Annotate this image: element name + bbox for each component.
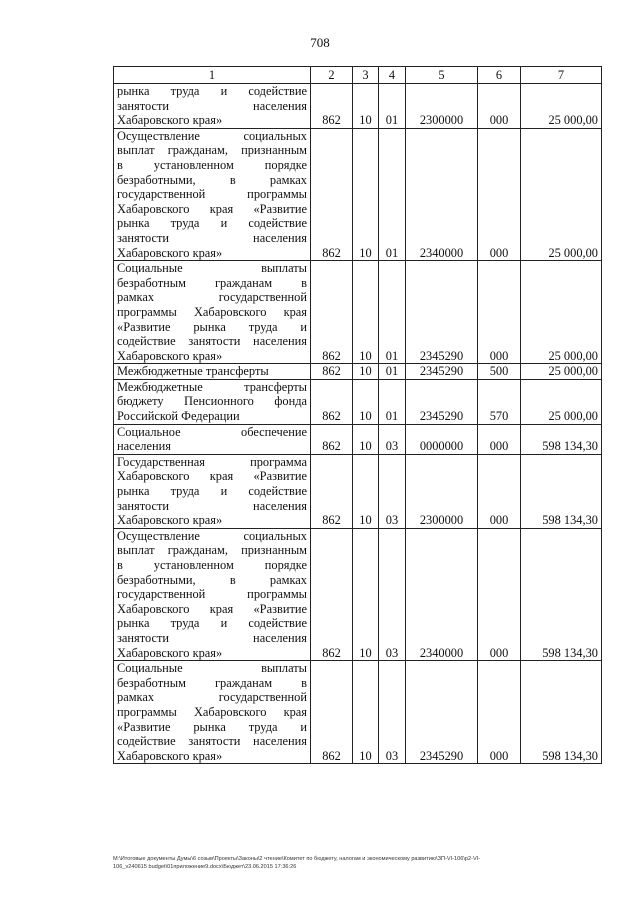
row-description	[114, 379, 311, 424]
ministry-code: 862	[311, 454, 353, 528]
table-row	[114, 128, 602, 260]
row-description	[114, 661, 311, 764]
column-header: 4	[379, 67, 406, 84]
description-line: выплат гражданам, признанным	[117, 143, 307, 158]
amount-value: 25 000,00	[521, 261, 602, 364]
section-code: 10	[353, 128, 379, 260]
description-line: населения	[117, 439, 171, 454]
expense-type-code: 000	[478, 454, 521, 528]
amount-value: 25 000,00	[521, 84, 602, 129]
description-line: бюджету Пенсионного фонда	[117, 394, 307, 409]
expense-type-code: 000	[478, 128, 521, 260]
table-row	[114, 84, 602, 129]
description-line: в установленном порядке	[117, 558, 307, 572]
amount-value: 598 134,30	[521, 454, 602, 528]
row-description	[114, 528, 311, 660]
row-description	[114, 364, 311, 380]
description-line: занятости населения	[117, 498, 307, 513]
ministry-code: 862	[311, 84, 353, 129]
description-line: Социальное обеспечение	[117, 424, 307, 439]
subsection-code: 01	[379, 84, 406, 129]
budget-table	[113, 66, 602, 764]
row-description	[114, 84, 311, 129]
document-path-footer	[113, 856, 603, 871]
amount-value: 598 134,30	[521, 661, 602, 764]
ministry-code: 862	[311, 528, 353, 660]
target-article-code: 0000000	[406, 424, 478, 454]
expense-type-code: 570	[478, 379, 521, 424]
section-code: 10	[353, 364, 379, 380]
description-line: содействие занятости населения	[117, 334, 307, 349]
description-line: Хабаровского края»	[117, 113, 223, 128]
description-line: безработным гражданам в	[117, 275, 307, 290]
description-line: занятости населения	[117, 630, 307, 645]
ministry-code: 862	[311, 128, 353, 260]
section-code: 10	[353, 454, 379, 528]
amount-value: 25 000,00	[521, 379, 602, 424]
subsection-code: 03	[379, 661, 406, 764]
target-article-code: 2345290	[406, 379, 478, 424]
table-row	[114, 661, 602, 764]
description-line: государственной программы	[117, 587, 307, 602]
target-article-code: 2300000	[406, 84, 478, 129]
description-line: содействие занятости населения	[117, 734, 307, 749]
description-line: Хабаровского края»	[117, 645, 223, 660]
description-line: «Развитие рынка труда и	[117, 319, 307, 334]
description-line: рынка труда и содействие	[117, 484, 307, 499]
description-line: Государственная программа	[117, 454, 307, 469]
row-description	[114, 261, 311, 364]
ministry-code: 862	[311, 661, 353, 764]
table-row	[114, 528, 602, 660]
column-header: 1	[114, 67, 311, 84]
column-header: 3	[353, 67, 379, 84]
footer-path-line: 106_v240615 budget\01приложение9.docx\Бюджет\23.06.2015 17:36:26	[113, 863, 297, 870]
description-line: Хабаровского края»	[117, 513, 223, 528]
description-line: рамках государственной	[117, 690, 307, 705]
subsection-code: 01	[379, 379, 406, 424]
description-line: Хабаровского края»	[117, 245, 223, 260]
section-code: 10	[353, 84, 379, 129]
subsection-code: 01	[379, 364, 406, 380]
description-line: Хабаровского края «Развитие	[117, 469, 307, 484]
description-line: рынка труда и содействие	[117, 616, 307, 631]
row-description	[114, 424, 311, 454]
ministry-code: 862	[311, 379, 353, 424]
expense-type-code: 500	[478, 364, 521, 380]
description-line: Социальные выплаты	[117, 261, 307, 276]
description-line: занятости населения	[117, 98, 307, 113]
target-article-code: 2345290	[406, 661, 478, 764]
subsection-code: 01	[379, 261, 406, 364]
target-article-code: 2340000	[406, 128, 478, 260]
amount-value: 598 134,30	[521, 424, 602, 454]
description-line: Осуществление социальных	[117, 528, 307, 543]
target-article-code: 2345290	[406, 261, 478, 364]
description-line: рынка труда и содействие	[117, 84, 307, 98]
description-line: Российской Федерации	[117, 409, 240, 424]
description-line: Хабаровского края «Развитие	[117, 201, 307, 216]
section-code: 10	[353, 261, 379, 364]
description-line: Осуществление социальных	[117, 128, 307, 143]
subsection-code: 03	[379, 454, 406, 528]
ministry-code: 862	[311, 364, 353, 380]
column-header: 5	[406, 67, 478, 84]
table-header-row	[114, 67, 602, 84]
description-line: занятости населения	[117, 230, 307, 245]
section-code: 10	[353, 424, 379, 454]
expense-type-code: 000	[478, 528, 521, 660]
row-description	[114, 454, 311, 528]
expense-type-code: 000	[478, 424, 521, 454]
expense-type-code: 000	[478, 261, 521, 364]
subsection-code: 01	[379, 128, 406, 260]
column-header: 6	[478, 67, 521, 84]
target-article-code: 2340000	[406, 528, 478, 660]
description-line: Хабаровского края»	[117, 348, 223, 363]
description-line: безработными, в рамках	[117, 172, 307, 187]
description-line: государственной программы	[117, 187, 307, 202]
description-line: программы Хабаровского края	[117, 304, 307, 319]
target-article-code: 2300000	[406, 454, 478, 528]
column-header: 2	[311, 67, 353, 84]
description-line: безработным гражданам в	[117, 675, 307, 690]
description-line: в установленном порядке	[117, 157, 307, 172]
ministry-code: 862	[311, 261, 353, 364]
subsection-code: 03	[379, 424, 406, 454]
row-description	[114, 128, 311, 260]
description-line: Социальные выплаты	[117, 661, 307, 676]
subsection-code: 03	[379, 528, 406, 660]
description-line: рамках государственной	[117, 290, 307, 305]
target-article-code: 2345290	[406, 364, 478, 380]
expense-type-code: 000	[478, 84, 521, 129]
description-line: безработными, в рамках	[117, 572, 307, 587]
table-row	[114, 261, 602, 364]
description-line: Межбюджетные трансферты	[117, 379, 307, 394]
page-number: 708	[310, 35, 330, 50]
section-code: 10	[353, 528, 379, 660]
section-code: 10	[353, 379, 379, 424]
ministry-code: 862	[311, 424, 353, 454]
amount-value: 25 000,00	[521, 128, 602, 260]
description-line: Межбюджетные трансферты	[117, 364, 269, 379]
table-row	[114, 424, 602, 454]
amount-value: 25 000,00	[521, 364, 602, 380]
expense-type-code: 000	[478, 661, 521, 764]
description-line: Хабаровского края»	[117, 748, 223, 763]
footer-path-line: M:\Итоговые документы Думы\6 созыв\Проекты\Законы\2 чтение\Комитет по бюджету, налогам и экономическому развитию\ЗП-VI-106\р2-VI-	[113, 856, 481, 862]
section-code: 10	[353, 661, 379, 764]
column-header: 7	[521, 67, 602, 84]
description-line: выплат гражданам, признанным	[117, 543, 307, 558]
description-line: «Развитие рынка труда и	[117, 719, 307, 734]
table-row	[114, 364, 602, 380]
table-row	[114, 379, 602, 424]
table-row	[114, 454, 602, 528]
description-line: Хабаровского края «Развитие	[117, 601, 307, 616]
amount-value: 598 134,30	[521, 528, 602, 660]
description-line: программы Хабаровского края	[117, 704, 307, 719]
description-line: рынка труда и содействие	[117, 216, 307, 231]
